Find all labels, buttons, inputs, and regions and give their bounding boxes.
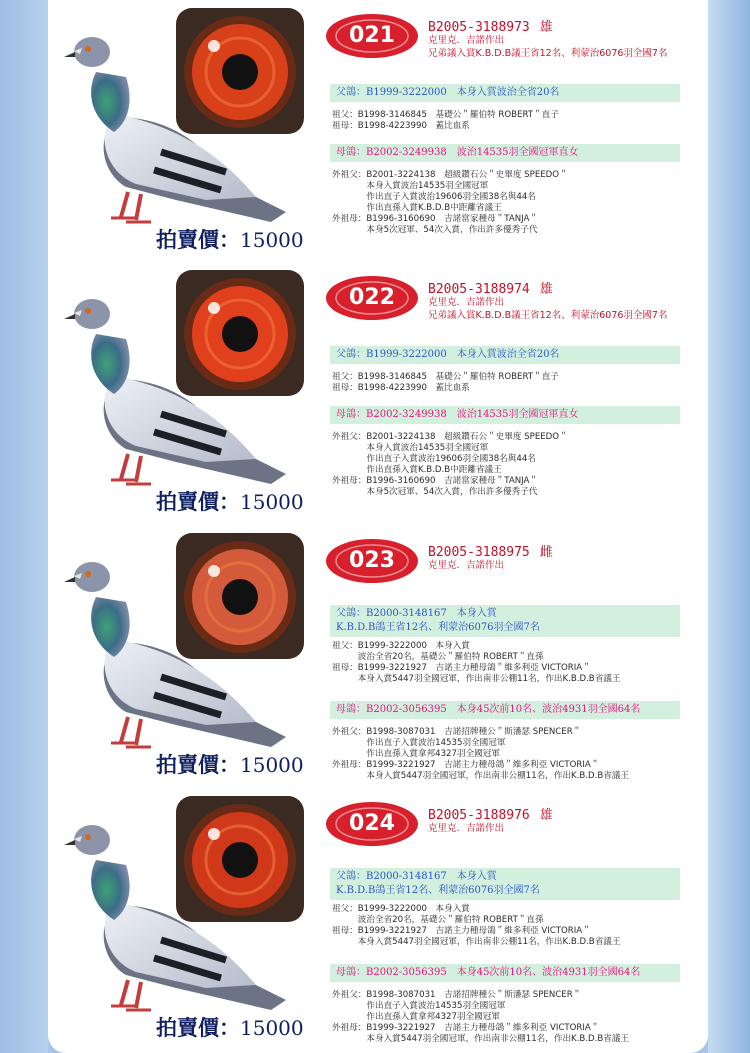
price-value: 15000 (240, 228, 304, 252)
lot-entry (48, 264, 708, 526)
ring-number (428, 278, 553, 297)
catalog-page (48, 0, 708, 1053)
ring-number (428, 541, 553, 560)
dam-heading-line: 母鴿：B2002-3249938 波治14535羽全國冠軍直女 (336, 409, 579, 420)
sire-bar (330, 868, 680, 900)
dam-pedigree-line: 本身入賞5447羽全國冠軍，作出南非公棚11名，作出K.B.D.B省議王 (332, 771, 630, 781)
auction-price (156, 1012, 304, 1042)
dam-pedigree (332, 727, 629, 782)
dam-pedigree (332, 432, 568, 498)
dam-pedigree-line: 作出直子入賞波治14535羽全國冠軍 (332, 1001, 506, 1011)
sire-pedigree-line: 祖父：B1998-3146845 基礎公＂羅伯特 ROBERT＂直子 (332, 110, 559, 120)
breeder-line: 克里克．吉諾作出 (428, 823, 505, 834)
sire-pedigree-line: 祖母：B1998-4223990 蓋比血系 (332, 383, 470, 393)
price-value: 15000 (240, 490, 304, 514)
sire-pedigree-line: 祖父：B1999-3222000 本身入賞 (332, 641, 470, 651)
dam-pedigree-line: 外祖父：B2001-3224138 超級鑽石公＂史畢度 SPEEDO＂ (332, 170, 568, 180)
sire-pedigree (332, 641, 620, 685)
dam-pedigree-line: 外祖母：B1996-3160690 吉諾當家種母＂TANJA＂ (332, 214, 539, 224)
ring-number-text: B2005-3188976 (428, 808, 530, 823)
dam-pedigree-line: 本身5次冠軍、54次入賞，作出許多優秀子代 (332, 487, 538, 497)
sex-label: 雄 (539, 282, 553, 297)
price-value: 15000 (240, 753, 304, 777)
sire-pedigree (332, 904, 620, 948)
dam-pedigree-line: 作出直子入賞波治19606羽全國38名與44名 (332, 192, 536, 202)
dam-pedigree-line: 作出直子入賞波治14535羽全國冠軍 (332, 738, 506, 748)
ring-number (428, 16, 553, 35)
lot-number-badge (324, 537, 420, 585)
breeder-line: 克里克．吉諾作出 (428, 35, 505, 46)
sire-heading-line: 父鴿：B1999-3222000 本身入賞波治全省20名 (336, 349, 560, 360)
sire-pedigree-line: 祖母：B1999-3221927 吉諾主力種母鴿＂維多利亞 VICTORIA＂ (332, 663, 591, 673)
price-label: 拍賣價： (156, 489, 240, 514)
dam-pedigree-line: 作出直孫入賞拿邦4327羽全國冠軍 (332, 749, 500, 759)
dam-heading-line: 母鴿：B2002-3056395 本身45次前10名、波治4931羽全國64名 (336, 704, 641, 715)
lot-number-badge (324, 12, 420, 60)
dam-bar (330, 701, 680, 719)
pigeon-eye-photo (176, 533, 304, 659)
price-label: 拍賣價： (156, 752, 240, 777)
sire-bar (330, 605, 680, 637)
breeder-info (428, 822, 504, 835)
dam-pedigree-line: 外祖父：B2001-3224138 超級鑽石公＂史畢度 SPEEDO＂ (332, 432, 568, 442)
breeder-line: 克里克．吉諾作出 (428, 297, 505, 308)
dam-pedigree-line: 外祖父：B1998-3087031 吉諾招牌種公＂斯潘瑟 SPENCER＂ (332, 727, 582, 737)
dam-pedigree-line: 本身入賞波治14535羽全國冠軍 (332, 181, 489, 191)
dam-pedigree-line: 作出直子入賞波治19606羽全國38名與44名 (332, 454, 536, 464)
auction-price (156, 224, 304, 254)
sire-pedigree-line: 祖父：B1998-3146845 基礎公＂羅伯特 ROBERT＂直子 (332, 372, 559, 382)
lot-entry (48, 527, 708, 789)
dam-pedigree-line: 本身5次冠軍、54次入賞，作出許多優秀子代 (332, 225, 538, 235)
ring-number-text: B2005-3188975 (428, 545, 530, 560)
lot-number: 022 (349, 285, 395, 310)
sire-bar (330, 346, 680, 364)
dam-pedigree-line: 作出直孫入賞K.B.D.B中距離省議王 (332, 465, 502, 475)
pigeon-eye-photo (176, 270, 304, 396)
price-label: 拍賣價： (156, 227, 240, 252)
sire-pedigree-line: 祖父：B1999-3222000 本身入賞 (332, 904, 470, 914)
sire-heading-line: K.B.D.B鴿王省12名、利蒙治6076羽全國7名 (336, 885, 540, 896)
sire-pedigree (332, 110, 559, 132)
breeder-line: 兄弟議入賞K.B.D.B議王省12名、利蒙治6076羽全國7名 (428, 310, 668, 321)
sire-pedigree-line: 祖母：B1998-4223990 蓋比血系 (332, 121, 470, 131)
dam-pedigree-line: 外祖母：B1996-3160690 吉諾當家種母＂TANJA＂ (332, 476, 539, 486)
dam-bar (330, 406, 680, 424)
sire-pedigree-line: 波治全省20名，基礎公＂羅伯特 ROBERT＂直孫 (332, 652, 544, 662)
dam-bar (330, 144, 680, 162)
ring-number-text: B2005-3188974 (428, 282, 530, 297)
left-background-strip (0, 0, 48, 1053)
ring-number (428, 804, 553, 823)
dam-pedigree (332, 990, 629, 1045)
dam-pedigree (332, 170, 568, 236)
dam-pedigree-line: 本身入賞5447羽全國冠軍，作出南非公棚11名，作出K.B.D.B省議王 (332, 1034, 630, 1044)
auction-price (156, 749, 304, 779)
breeder-info (428, 559, 504, 572)
sire-pedigree-line: 波治全省20名，基礎公＂羅伯特 ROBERT＂直孫 (332, 915, 544, 925)
lot-number: 021 (349, 23, 395, 48)
pigeon-eye-photo (176, 8, 304, 134)
price-value: 15000 (240, 1016, 304, 1040)
lot-number-badge (324, 274, 420, 322)
sire-heading-line: K.B.D.B鴿王省12名、利蒙治6076羽全國7名 (336, 622, 540, 633)
sex-label: 雄 (539, 20, 553, 35)
lot-number: 023 (349, 548, 395, 573)
sire-pedigree-line: 祖母：B1999-3221927 吉諾主力種母鴿＂維多利亞 VICTORIA＂ (332, 926, 591, 936)
dam-pedigree-line: 外祖母：B1999-3221927 吉諾主力種母鴿＂維多利亞 VICTORIA＂ (332, 1023, 600, 1033)
dam-pedigree-line: 外祖父：B1998-3087031 吉諾招牌種公＂斯潘瑟 SPENCER＂ (332, 990, 582, 1000)
sire-heading-line: 父鴿：B2000-3148167 本身入賞 (336, 608, 497, 619)
breeder-info (428, 296, 667, 322)
sire-pedigree-line: 本身入賞5447羽全國冠軍，作出南非公棚11名，作出K.B.D.B省議王 (332, 937, 621, 947)
lot-entry (48, 790, 708, 1052)
breeder-line: 克里克．吉諾作出 (428, 560, 505, 571)
sex-label: 雄 (539, 808, 553, 823)
sire-bar (330, 84, 680, 102)
sire-heading-line: 父鴿：B1999-3222000 本身入賞波治全省20名 (336, 87, 560, 98)
auction-price (156, 486, 304, 516)
dam-pedigree-line: 本身入賞波治14535羽全國冠軍 (332, 443, 489, 453)
breeder-info (428, 34, 667, 60)
breeder-line: 兄弟議入賞K.B.D.B議王省12名、利蒙治6076羽全國7名 (428, 48, 668, 59)
dam-pedigree-line: 作出直孫入賞拿邦4327羽全國冠軍 (332, 1012, 500, 1022)
dam-heading-line: 母鴿：B2002-3249938 波治14535羽全國冠軍直女 (336, 147, 579, 158)
pigeon-eye-photo (176, 796, 304, 922)
lot-entry (48, 2, 708, 264)
dam-pedigree-line: 外祖母：B1999-3221927 吉諾主力種母鴿＂維多利亞 VICTORIA＂ (332, 760, 600, 770)
sire-heading-line: 父鴿：B2000-3148167 本身入賞 (336, 871, 497, 882)
dam-bar (330, 964, 680, 982)
sire-pedigree-line: 本身入賞5447羽全國冠軍，作出南非公棚11名，作出K.B.D.B省議王 (332, 674, 621, 684)
sire-pedigree (332, 372, 559, 394)
sex-label: 雌 (539, 545, 553, 560)
price-label: 拍賣價： (156, 1015, 240, 1040)
right-background-strip (708, 0, 750, 1053)
dam-heading-line: 母鴿：B2002-3056395 本身45次前10名、波治4931羽全國64名 (336, 967, 641, 978)
ring-number-text: B2005-3188973 (428, 20, 530, 35)
lot-number: 024 (349, 811, 395, 836)
lot-number-badge (324, 800, 420, 848)
dam-pedigree-line: 作出直孫入賞K.B.D.B中距離省議王 (332, 203, 502, 213)
